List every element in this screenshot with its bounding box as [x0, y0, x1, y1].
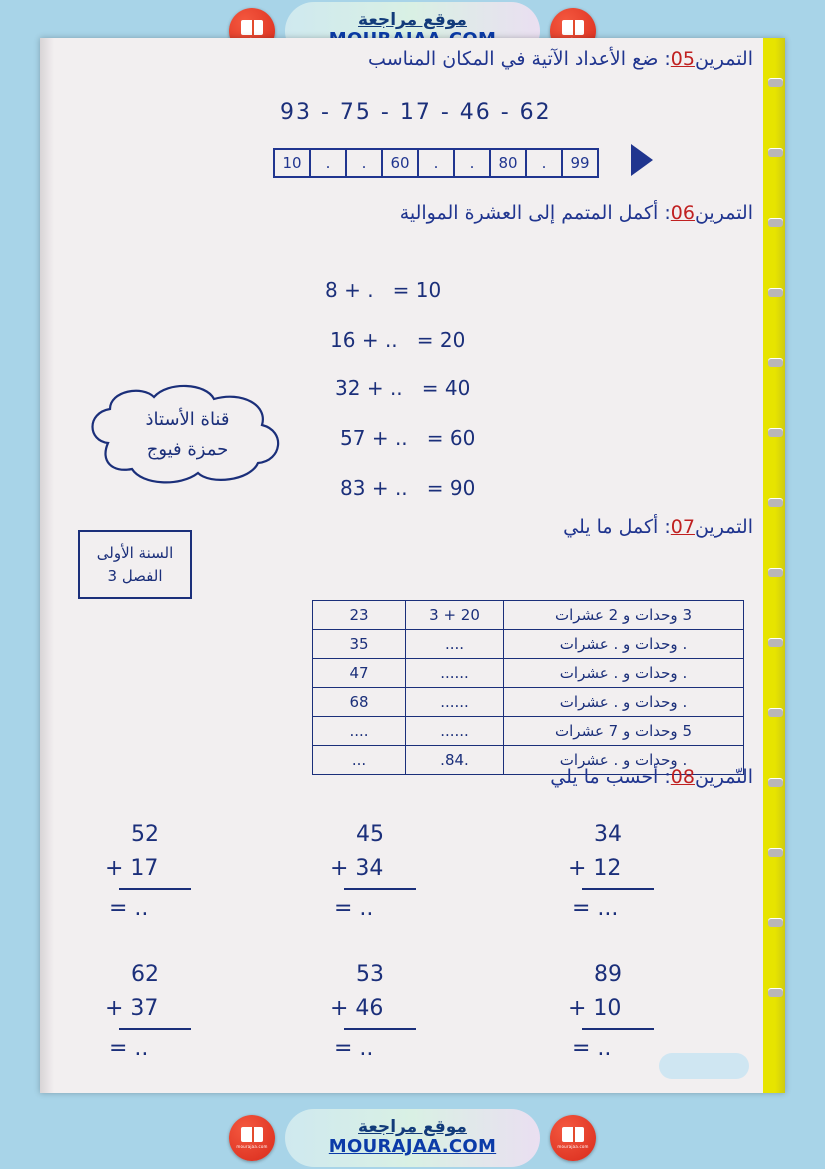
ex06-blank: ..	[384, 328, 398, 352]
cell-decomposition: ......	[406, 717, 504, 746]
ex06-row: 57 + .. = 60	[340, 426, 476, 450]
sum-result: = ..	[334, 1036, 374, 1062]
sum-block	[330, 958, 416, 1066]
sum-rule	[119, 888, 191, 890]
exercise-05-instruction: : ضع الأعداد الآتية في المكان المناسب	[368, 48, 671, 70]
exercise-06-number: 06	[670, 202, 695, 224]
exercise-07-header	[563, 516, 753, 538]
sum-result: = ..	[109, 1036, 149, 1062]
cell-words: 5 وحدات و 7 عشرات	[504, 717, 744, 746]
ex06-operand: 16	[330, 328, 356, 352]
exercise-08-instruction: : أحسب ما يلي	[550, 766, 671, 788]
table-row	[313, 659, 744, 688]
sum-rule	[582, 1028, 654, 1030]
exercise-07-instruction: : أكمل ما يلي	[563, 516, 671, 538]
cell-value: 35	[313, 630, 406, 659]
ex06-sum: 10	[415, 278, 442, 302]
strip-cell: 99	[570, 154, 590, 172]
exercise-06-header	[400, 202, 753, 224]
brand-pill	[285, 1109, 540, 1167]
number-strip	[273, 148, 599, 178]
cell-words: . وحدات و . عشرات	[504, 630, 744, 659]
ex06-operand: 83	[340, 476, 366, 500]
strip-cell: 80	[491, 150, 527, 176]
cell-value: 68	[313, 688, 406, 717]
strip-arrow-icon	[631, 144, 653, 176]
sum-top: 62	[131, 962, 159, 987]
strip-cell: 10	[275, 150, 311, 176]
exercise-08-label: التّمرين	[694, 766, 753, 788]
class-term: الفصل 3	[107, 566, 163, 585]
sum-rule	[344, 1028, 416, 1030]
sum-block	[105, 958, 191, 1066]
cell-value: ....	[313, 717, 406, 746]
book-glyph	[241, 20, 263, 35]
strip-cell: 60	[383, 150, 419, 176]
ex06-sum: 20	[439, 328, 466, 352]
cell-decomposition: ....	[406, 630, 504, 659]
exercise-05-header	[368, 48, 753, 70]
book-glyph	[241, 1127, 263, 1142]
sum-addend: + 34	[330, 856, 384, 882]
worksheet-page	[40, 38, 785, 1093]
sum-top: 53	[356, 962, 384, 987]
sum-top: 34	[594, 822, 622, 847]
sum-block	[568, 958, 654, 1066]
class-level: السنة الأولى	[96, 544, 174, 562]
exercise-05-label: التمرين	[694, 48, 753, 70]
strip-cell: .	[527, 150, 563, 176]
ex06-operand: 32	[335, 376, 361, 400]
decomposition-table	[312, 600, 744, 775]
ex06-blank: .	[367, 278, 374, 302]
sum-addend: + 46	[330, 996, 384, 1022]
cell-decomposition: ......	[406, 659, 504, 688]
table-row	[313, 601, 744, 630]
sum-result: = ...	[572, 896, 619, 922]
brand-url[interactable]: MOURAJAA.COM	[328, 1136, 497, 1158]
sum-addend: + 12	[568, 856, 622, 882]
cell-words: . وحدات و . عشرات	[504, 659, 744, 688]
strip-cell: .	[311, 150, 347, 176]
exercise-05-numbers: 93 - 75 - 17 - 46 - 62	[280, 100, 552, 125]
exercise-06-instruction: : أكمل المتمم إلى العشرة الموالية	[399, 202, 671, 224]
sum-addend: + 10	[568, 996, 622, 1022]
class-info-box	[78, 530, 192, 599]
brand-arabic-label: موقع مراجعة	[358, 1116, 467, 1137]
exercise-08-header	[550, 766, 753, 788]
ex06-row: 8 + . = 10	[325, 278, 442, 302]
cell-decomposition: ......	[406, 688, 504, 717]
ex06-row: 32 + .. = 40	[335, 376, 471, 400]
ex06-blank: ..	[389, 376, 403, 400]
ex06-blank: ..	[394, 426, 408, 450]
channel-cloud-badge	[80, 383, 295, 493]
logo-caption: mourajaa.com	[557, 1144, 589, 1149]
ex06-operand: 8	[325, 278, 338, 302]
sum-block	[330, 818, 416, 926]
ex06-sum: 60	[449, 426, 476, 450]
sum-addend: + 37	[105, 996, 159, 1022]
cell-words: 3 وحدات و 2 عشرات	[504, 601, 744, 630]
mourajaa-logo-icon	[229, 1115, 275, 1161]
book-glyph	[562, 1127, 584, 1142]
page-corner-shadow	[659, 1053, 749, 1079]
cell-decomposition: .84.	[406, 746, 504, 775]
brand-arabic-label: موقع مراجعة	[358, 9, 467, 30]
ex06-blank: ..	[394, 476, 408, 500]
cloud-line-1: قناة الأستاذ	[145, 409, 230, 430]
exercise-06-label: التمرين	[694, 202, 753, 224]
logo-caption: mourajaa.com	[236, 1144, 268, 1149]
sum-result: = ..	[109, 896, 149, 922]
cell-words: . وحدات و . عشرات	[504, 688, 744, 717]
sum-top: 89	[594, 962, 622, 987]
exercise-07-label: التمرين	[694, 516, 753, 538]
sum-rule	[119, 1028, 191, 1030]
table-row	[313, 630, 744, 659]
ex06-row: 16 + .. = 20	[330, 328, 466, 352]
sum-rule	[344, 888, 416, 890]
ex06-row: 83 + .. = 90	[340, 476, 476, 500]
ex06-operand: 57	[340, 426, 366, 450]
strip-cell: .	[419, 150, 455, 176]
mourajaa-logo-icon	[550, 1115, 596, 1161]
exercise-07-number: 07	[670, 516, 695, 538]
book-glyph	[562, 20, 584, 35]
ex06-sum: 40	[444, 376, 471, 400]
strip-cell: .	[455, 150, 491, 176]
exercise-08-number: 08	[670, 766, 695, 788]
spiral-binding	[763, 38, 785, 1093]
cloud-line-2: حمزة فيوج	[146, 439, 229, 460]
table-row	[313, 688, 744, 717]
table-row	[313, 717, 744, 746]
strip-cell: .	[347, 150, 383, 176]
cloud-shape-icon	[80, 383, 295, 493]
sum-result: = ..	[334, 896, 374, 922]
cell-value: 23	[313, 601, 406, 630]
ex06-sum: 90	[449, 476, 476, 500]
sum-rule	[582, 888, 654, 890]
sum-top: 52	[131, 822, 159, 847]
cell-value: ...	[313, 746, 406, 775]
sum-result: = ..	[572, 1036, 612, 1062]
cell-words: . وحدات و . عشرات	[504, 746, 744, 775]
exercise-05-number: 05	[670, 48, 695, 70]
sum-block	[568, 818, 654, 926]
sum-addend: + 17	[105, 856, 159, 882]
sum-block	[105, 818, 191, 926]
cell-decomposition: 20 + 3	[406, 601, 504, 630]
cell-value: 47	[313, 659, 406, 688]
sum-top: 45	[356, 822, 384, 847]
bottom-branding-bar	[0, 1107, 825, 1169]
